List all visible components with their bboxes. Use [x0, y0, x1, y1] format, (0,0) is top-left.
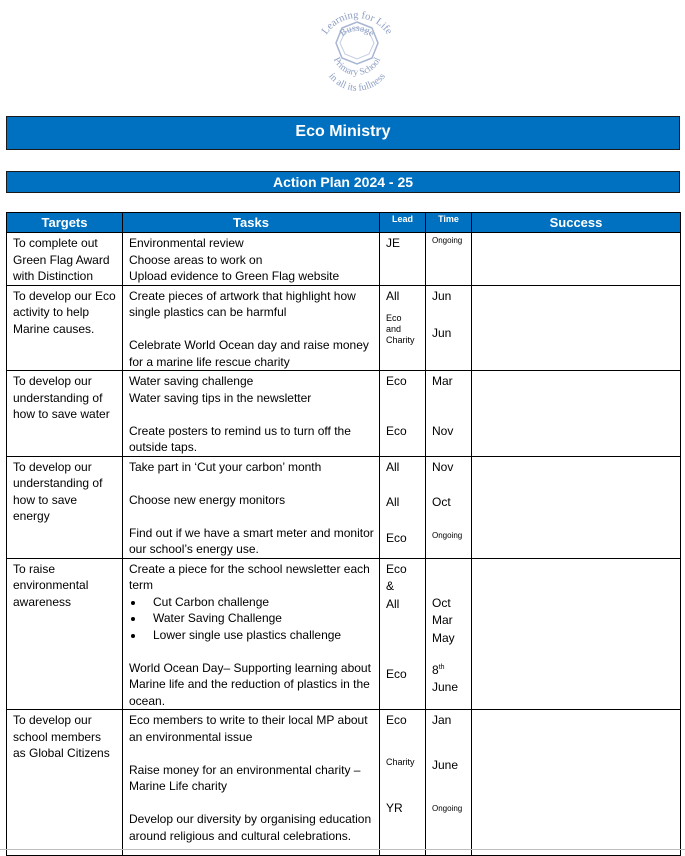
- task-text: Environmental review: [129, 236, 244, 250]
- time-day-suffix: th: [438, 664, 445, 671]
- task-text: Choose areas to work on: [129, 252, 263, 267]
- task-text: Create a piece for the school newsletter each term: [129, 561, 370, 592]
- svg-text:Primary School: Primary School: [330, 55, 384, 79]
- lead-text: Eco: [386, 530, 407, 545]
- lead-text: Eco: [386, 423, 407, 438]
- target-cell: To develop our school members as Global Citizens: [7, 710, 123, 856]
- table-header-row: [7, 213, 681, 233]
- lead-text: Eco: [386, 713, 407, 727]
- target-cell: To develop our understanding of how to save energy: [7, 456, 123, 558]
- table-row: [7, 371, 681, 457]
- lead-text: Charity: [386, 756, 415, 767]
- time-text: [432, 660, 466, 679]
- task-text: Upload evidence to Green Flag website: [129, 269, 340, 283]
- page-title: Eco Ministry: [6, 116, 680, 150]
- lead-text: Eco: [386, 374, 407, 388]
- lead-cell: [380, 456, 426, 558]
- success-cell: [472, 558, 681, 710]
- time-day: 8: [432, 663, 439, 677]
- page-bottom-edge: [0, 849, 685, 850]
- time-text: Ongoing: [432, 530, 463, 540]
- header-lead: Lead: [380, 213, 426, 233]
- time-text: May: [432, 630, 455, 645]
- table-row: [7, 233, 681, 286]
- time-cell: [426, 233, 472, 286]
- task-text: World Ocean Day– Supporting learning about Marine life and the reduction of plastics in the ocean.: [129, 660, 371, 708]
- task-text: Create posters to remind us to turn off the outside taps.: [129, 423, 351, 454]
- table-row: [7, 456, 681, 558]
- challenge-list: [129, 594, 374, 644]
- success-cell: [472, 371, 681, 457]
- time-text: Oct: [432, 495, 451, 509]
- time-text: Mar: [432, 613, 453, 627]
- tasks-cell: [123, 285, 380, 371]
- lead-text: Eco and Charity: [386, 313, 415, 345]
- table-row: [7, 285, 681, 371]
- target-cell: To develop our understanding of how to save water: [7, 371, 123, 457]
- lead-text: All: [386, 495, 400, 509]
- lead-cell: [380, 558, 426, 710]
- time-text: Jun: [432, 325, 452, 340]
- lead-cell: [380, 371, 426, 457]
- time-cell: [426, 456, 472, 558]
- success-cell: [472, 285, 681, 371]
- list-item: Cut Carbon challenge: [129, 594, 374, 611]
- list-item: Lower single use plastics challenge: [129, 627, 374, 644]
- lead-text: Eco: [386, 667, 407, 681]
- lead-text: All: [386, 459, 400, 474]
- target-cell: To complete out Green Flag Award with Distinction: [7, 233, 123, 286]
- task-text: Eco members to write to their local MP about an environmental issue: [129, 713, 368, 744]
- svg-text:Learning for Life: Learning for Life: [319, 9, 395, 37]
- header-tasks: Tasks: [123, 213, 380, 233]
- task-text: Develop our diversity by organising education around religious and cultural celebrations.: [129, 812, 372, 843]
- target-cell: To develop our Eco activity to help Marine causes.: [7, 285, 123, 371]
- tasks-cell: [123, 558, 380, 710]
- list-item: Water Saving Challenge: [129, 610, 374, 627]
- lead-text: Eco: [386, 561, 407, 576]
- time-cell: [426, 371, 472, 457]
- svg-text:in all its fullness: in all its fullness: [326, 71, 388, 94]
- tasks-cell: [123, 456, 380, 558]
- time-text: Ongoing: [432, 236, 463, 245]
- task-text: Water saving challenge: [129, 374, 254, 388]
- time-text: Mar: [432, 374, 453, 388]
- task-text: Create pieces of artwork that highlight how single plastics can be harmful: [129, 288, 356, 319]
- task-text: Take part in ‘Cut your carbon’ month: [129, 459, 322, 474]
- lead-cell: [380, 233, 426, 286]
- lead-text: All: [386, 288, 400, 303]
- time-text: Jun: [432, 288, 452, 303]
- time-text: Oct: [432, 595, 451, 610]
- lead-text: &: [386, 579, 395, 593]
- task-text: Water saving tips in the newsletter: [129, 390, 312, 405]
- time-cell: [426, 710, 472, 856]
- svg-text:Bussage: Bussage: [338, 23, 376, 40]
- school-logo: [314, 4, 400, 96]
- page-subtitle: Action Plan 2024 - 25: [6, 171, 680, 193]
- task-text: Raise money for an environmental charity – Marine Life charity: [129, 762, 361, 793]
- success-cell: [472, 710, 681, 856]
- time-text: June: [432, 757, 459, 772]
- tasks-cell: [123, 710, 380, 856]
- success-cell: [472, 456, 681, 558]
- time-text: Jan: [432, 713, 452, 727]
- time-cell: [426, 285, 472, 371]
- header-success: Success: [472, 213, 681, 233]
- lead-cell: [380, 710, 426, 856]
- task-text: Choose new energy monitors: [129, 492, 286, 507]
- tasks-cell: [123, 233, 380, 286]
- time-text: June: [432, 679, 459, 694]
- header-targets: Targets: [7, 213, 123, 233]
- lead-text: All: [386, 596, 400, 611]
- lead-text: JE: [386, 236, 401, 250]
- success-cell: [472, 233, 681, 286]
- lead-text: YR: [386, 800, 403, 815]
- tasks-cell: [123, 371, 380, 457]
- time-text: Nov: [432, 459, 454, 474]
- time-text: Nov: [432, 423, 454, 438]
- table-row: [7, 558, 681, 710]
- table-row: [7, 710, 681, 856]
- task-text: Celebrate World Ocean day and raise money for a marine life rescue charity: [129, 338, 369, 369]
- header-time: Time: [426, 213, 472, 233]
- time-text: Ongoing: [432, 804, 463, 813]
- action-plan-table: [6, 212, 681, 856]
- task-text: Find out if we have a smart meter and monitor our school’s energy use.: [129, 525, 374, 556]
- time-cell: [426, 558, 472, 710]
- lead-cell: [380, 285, 426, 371]
- target-cell: To raise environmental awareness: [7, 558, 123, 710]
